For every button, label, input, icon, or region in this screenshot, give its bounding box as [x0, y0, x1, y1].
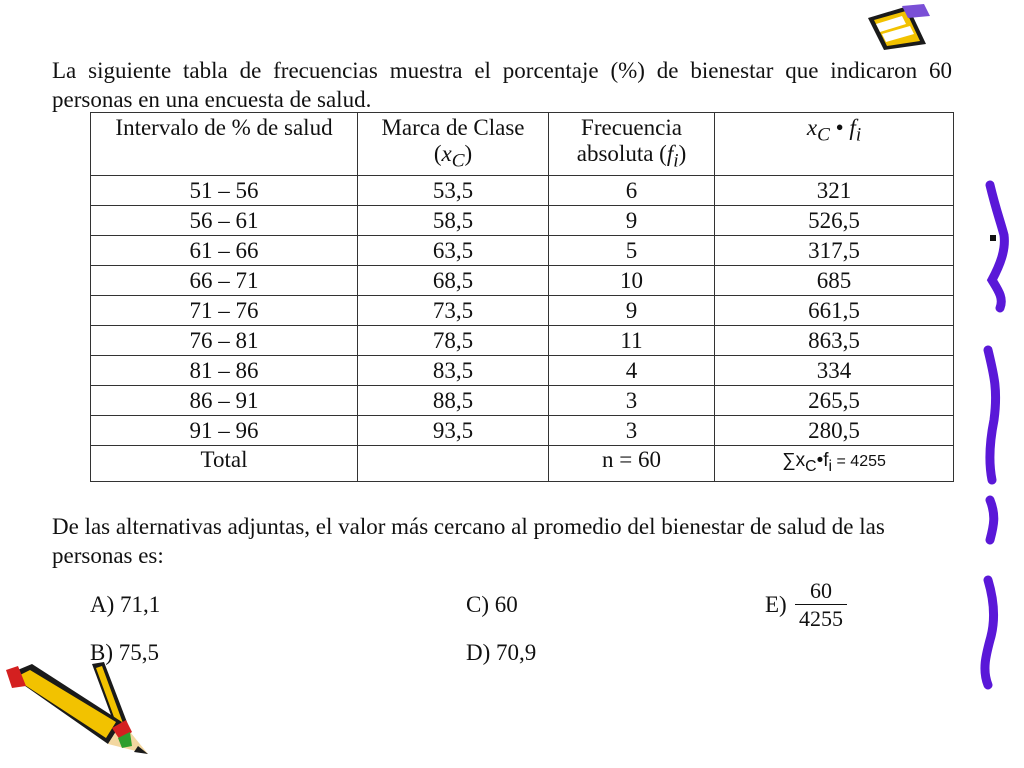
- option-b[interactable]: B) 75,5: [90, 640, 159, 665]
- table-row: [91, 385, 954, 415]
- cell-freq: 11: [549, 325, 715, 355]
- table-row: [91, 325, 954, 355]
- table-row: [91, 415, 954, 445]
- pencil-icon: [0, 660, 155, 760]
- table-row: [91, 235, 954, 265]
- cell-freq: 9: [549, 205, 715, 235]
- cell-mark: 68,5: [358, 265, 549, 295]
- option-e-label[interactable]: E): [765, 592, 787, 617]
- cell-product: 685: [715, 265, 954, 295]
- cell-product: 334: [715, 355, 954, 385]
- cell-total-label: Total: [91, 445, 358, 481]
- notebook-pencil-icon: [862, 4, 932, 52]
- cell-total-freq: n = 60: [549, 445, 715, 481]
- cell-freq: 3: [549, 385, 715, 415]
- fraction-denominator: 4255: [799, 606, 843, 631]
- cell-mark: 63,5: [358, 235, 549, 265]
- cell-product: 863,5: [715, 325, 954, 355]
- cell-product: 526,5: [715, 205, 954, 235]
- cell-mark: 78,5: [358, 325, 549, 355]
- cell-freq: 6: [549, 175, 715, 205]
- header-product: $x_C$ • $f_i$: [715, 113, 954, 176]
- cell-product: 265,5: [715, 385, 954, 415]
- cell-total-empty: [358, 445, 549, 481]
- header-class-mark: Marca de Clase $(x_C)$: [358, 113, 549, 176]
- option-a[interactable]: A) 71,1: [90, 592, 161, 617]
- purple-curl-decoration: [960, 180, 1024, 720]
- cell-interval: 91 – 96: [91, 415, 358, 445]
- cell-mark: 93,5: [358, 415, 549, 445]
- cell-mark: 88,5: [358, 385, 549, 415]
- cell-total-sum: $\sum x_C•f_i = 4255$: [715, 445, 954, 481]
- cell-freq: 5: [549, 235, 715, 265]
- cell-interval: 51 – 56: [91, 175, 358, 205]
- cell-freq: 9: [549, 295, 715, 325]
- cell-interval: 76 – 81: [91, 325, 358, 355]
- cell-mark: 73,5: [358, 295, 549, 325]
- fraction-numerator: 60: [795, 578, 847, 605]
- option-e-fraction[interactable]: [795, 578, 847, 633]
- cell-product: 661,5: [715, 295, 954, 325]
- cell-interval: 81 – 86: [91, 355, 358, 385]
- cell-mark: 83,5: [358, 355, 549, 385]
- cell-freq: 10: [549, 265, 715, 295]
- question-paragraph: De las alternativas adjuntas, el valor más cercano al promedio del bienestar de salud de las personas es:: [52, 514, 885, 568]
- cell-interval: 66 – 71: [91, 265, 358, 295]
- cell-interval: 56 – 61: [91, 205, 358, 235]
- table-header-row: [91, 113, 954, 176]
- cell-interval: 71 – 76: [91, 295, 358, 325]
- option-c[interactable]: C) 60: [466, 592, 518, 617]
- cell-product: 321: [715, 175, 954, 205]
- table-row: [91, 265, 954, 295]
- cell-freq: 3: [549, 415, 715, 445]
- header-frequency: Frecuencia absoluta $(f_i)$: [549, 113, 715, 176]
- table-row: [91, 175, 954, 205]
- cell-product: 280,5: [715, 415, 954, 445]
- header-interval: Intervalo de % de salud: [91, 113, 358, 176]
- cell-mark: 58,5: [358, 205, 549, 235]
- intro-paragraph: La siguiente tabla de frecuencias muestra el porcentaje (%) de bienestar que indicaron 60 personas en una encuesta de salud.: [52, 58, 952, 112]
- cell-freq: 4: [549, 355, 715, 385]
- table-row: [91, 205, 954, 235]
- cell-mark: 53,5: [358, 175, 549, 205]
- table-row: [91, 295, 954, 325]
- table-row: [91, 355, 954, 385]
- option-d[interactable]: D) 70,9: [466, 640, 537, 665]
- cell-product: 317,5: [715, 235, 954, 265]
- table-total-row: [91, 445, 954, 481]
- cell-interval: 61 – 66: [91, 235, 358, 265]
- frequency-table: [90, 112, 954, 482]
- cell-interval: 86 – 91: [91, 385, 358, 415]
